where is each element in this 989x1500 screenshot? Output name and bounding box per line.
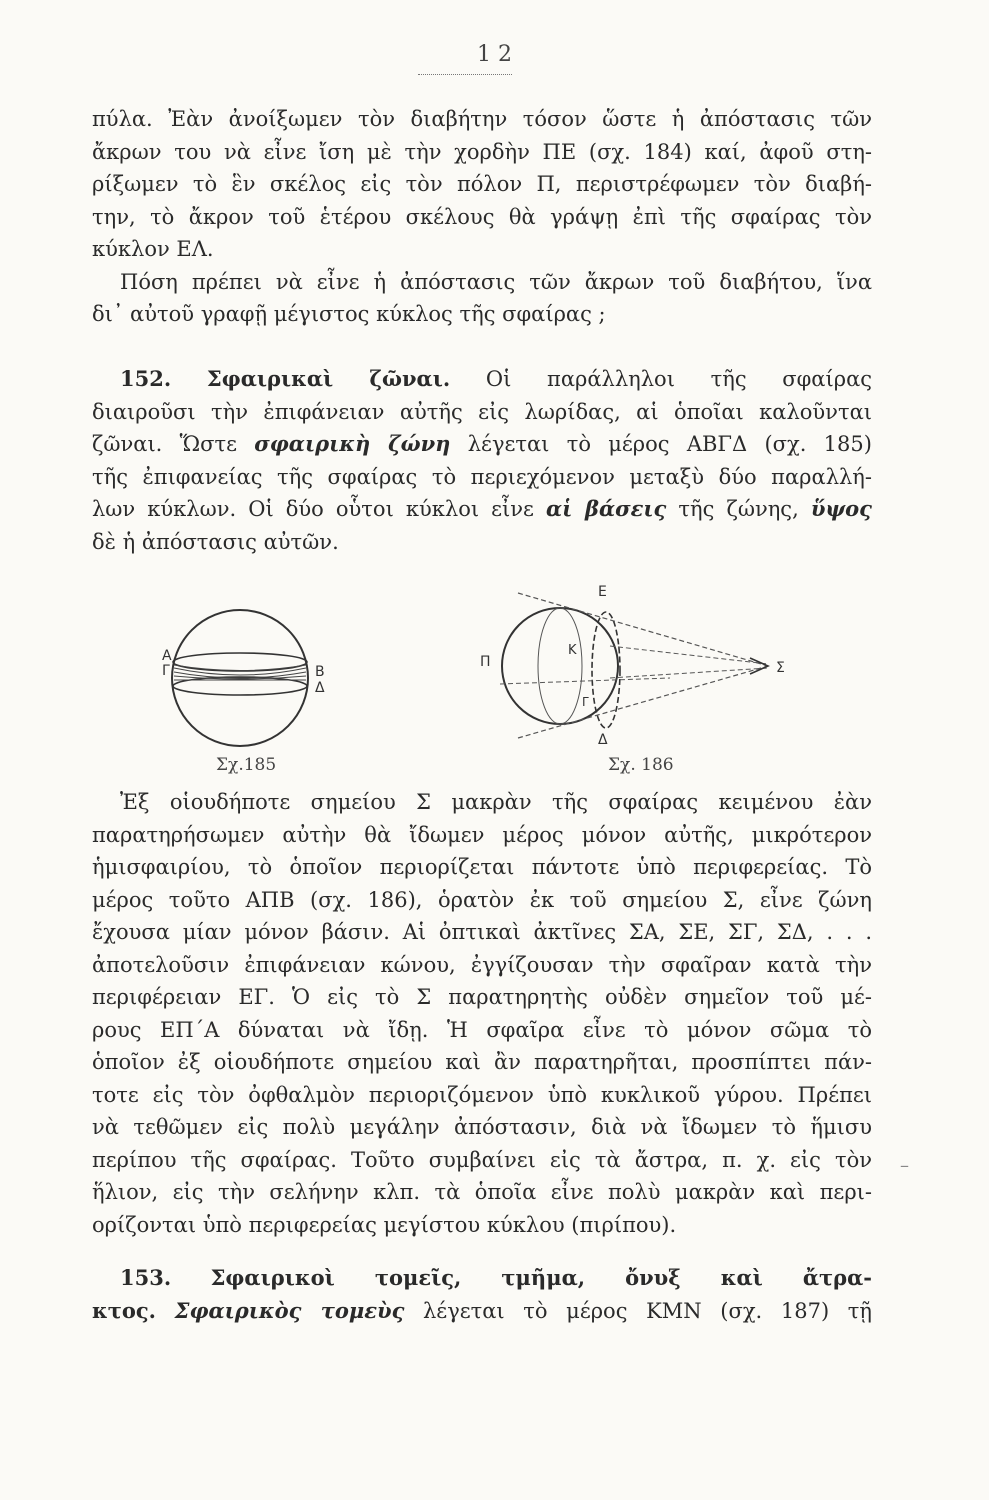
definition-term: σφαιρικὴ ζώνη [254, 431, 451, 456]
term-zones: ζῶναι. [92, 432, 163, 456]
text-line [92, 493, 872, 526]
label-K: Κ [568, 643, 577, 658]
section-heading: Σφαιρικαὶ ζῶναι. [206, 366, 451, 391]
label-G: Γ [582, 695, 589, 709]
text-line [92, 428, 872, 461]
paragraph-visible-part [92, 786, 872, 1241]
section-number: 153. [120, 1265, 172, 1290]
figure-186-visible-zone [470, 578, 810, 753]
text-line: δι᾽ αὐτοῦ γραφῇ μέγιστος κύκλος τῆς σφαίρας ; [92, 302, 606, 326]
definition-term: Σφαιρικὸς τομεὺς [174, 1297, 405, 1323]
text-line: τοτε εἰς τὸν ὀφθαλμὸν περιοριζόμενον ὑπὸ κυκλικοῦ γύρου. Πρέπει [92, 1082, 872, 1107]
section-153 [92, 1262, 872, 1327]
text-span: Ὥστε [179, 432, 237, 456]
ray-upper [610, 646, 768, 664]
text-line: ρίξωμεν τὸ ἓν σκέλος εἰς τὸν πόλον Π, περιστρέφωμεν τὸν διαβή- [92, 172, 872, 196]
text-span: Οἱ παράλληλοι τῆς σφαίρας [485, 367, 873, 391]
definition-term: ὕψος [810, 496, 872, 521]
definition-term: αἱ βάσεις [546, 496, 667, 521]
section-heading: Σφαιρικοὶ τομεῖς, τμῆμα, ὄνυξ καὶ ἄτρα- [210, 1265, 872, 1290]
text-line: ἥλιον, εἰς τὴν σελήνην κλπ. τὰ ὁποῖα εἶνε πολὺ μακρὰν καὶ περι- [92, 1180, 872, 1204]
section-152-heading-line [92, 363, 872, 396]
label-D: Δ [598, 732, 608, 748]
text-line: ἔχουσα μίαν μόνον βάσιν. Αἱ ὀπτικαὶ ἀκτῖνες ΣΑ, ΣΕ, ΣΓ, ΣΔ, . . . [92, 920, 872, 944]
observer-point-S-icon [750, 658, 768, 674]
paragraph-compass [92, 103, 872, 331]
text-span: λέγεται τὸ μέρος ΑΒΓΔ (σχ. 185) [467, 432, 872, 456]
label-A: Α [162, 648, 172, 664]
section-heading-end: κτος. [92, 1297, 156, 1323]
section-152 [92, 363, 872, 558]
text-line: ἀποτελοῦσιν ἐπιφάνειαν κώνου, ἐγγίζουσαν τὴν σφαῖραν κατὰ τὴν [92, 952, 872, 977]
text-line: Ἐξ οἱουδήποτε σημείου Σ μακρὰν τῆς σφαίρας κειμένου ἐὰν [120, 790, 872, 814]
text-line: την, τὸ ἄκρον τοῦ ἑτέρου σκέλους θὰ γράψῃ ἐπὶ τῆς σφαίρας τὸν [92, 204, 872, 229]
text-line: νὰ τεθῶμεν εἰς πολὺ μεγάλην ἀπόστασιν, διὰ νὰ ἴδωμεν τὸ ἥμισυ [92, 1115, 872, 1139]
text-line: δὲ ἡ ἀπόστασις αὐτῶν. [92, 529, 339, 554]
ray-SE [518, 593, 768, 666]
page-number-rule [418, 74, 512, 75]
sphere-outline [502, 608, 618, 724]
text-line: περιφέρειαν ΕΓ. Ὁ εἰς τὸ Σ παρατηρητὴς οὐδὲν σημεῖον τοῦ μέ- [92, 985, 872, 1009]
text-line: παρατηρήσωμεν αὐτὴν θὰ ἴδωμεν μέρος μόνον αὐτῆς, μικρότερον [92, 822, 872, 847]
label-B: Β [315, 664, 325, 680]
text-line: ἄκρων του νὰ εἶνε ἴση μὲ τὴν χορδὴν ΠΕ (σχ. 184) καί, ἀφοῦ στη- [92, 139, 872, 164]
label-S: Σ [776, 660, 785, 676]
text-line: ἡμισφαιρίου, τὸ ὁποῖον περιορίζεται πάντοτε ὑπὸ περιφερείας. Τὸ [92, 855, 872, 879]
text-line: περίπου τῆς σφαίρας. Τοῦτο συμβαίνει εἰς τὰ ἄστρα, π. χ. εἰς τὸν [92, 1147, 872, 1172]
label-E: Ε [598, 584, 607, 600]
text-line: Πόση πρέπει νὰ εἶνε ἡ ἀπόστασις τῶν ἄκρων τοῦ διαβήτου, ἵνα [120, 269, 872, 294]
section-number: 152. [120, 366, 172, 391]
label-G: Γ [162, 663, 170, 679]
zone-hatching [174, 665, 306, 680]
axis-line [500, 678, 670, 684]
zone-upper-base [173, 653, 307, 671]
page-number: 1 2 [477, 42, 512, 67]
text-line: τῆς ἐπιφανείας τῆς σφαίρας τὸ περιεχόμενον μεταξὺ δύο παραλλή- [92, 464, 872, 489]
label-P: Π [480, 654, 491, 670]
section-153-heading-line [92, 1262, 872, 1295]
text-span: λων κύκλων. Οἱ δύο οὗτοι κύκλοι εἶνε [92, 497, 534, 521]
text-line: κύκλον ΕΛ. [92, 237, 214, 261]
figure-185-caption: Σχ.185 [216, 755, 277, 775]
figure-186-caption: Σχ. 186 [608, 755, 674, 775]
text-line: μέρος τοῦτο ΑΠΒ (σχ. 186), ὁρατὸν ἐκ τοῦ σημείου Σ, εἶνε ζώνη [92, 887, 872, 912]
text-line [92, 1295, 872, 1328]
text-span: λέγεται τὸ μέρος ΚΜΝ (σχ. 187) τῇ [423, 1298, 872, 1323]
meridian [538, 608, 582, 724]
ray-SD [518, 666, 768, 738]
text-line: πύλα. Ἐὰν ἀνοίξωμεν τὸν διαβήτην τόσον ὥστε ἡ ἀπόστασις τῶν [92, 107, 872, 131]
text-line: διαιροῦσι τὴν ἐπιφάνειαν αὐτῆς εἰς λωρίδας, αἱ ὁποῖαι καλοῦνται [92, 399, 872, 424]
label-D: Δ [315, 680, 325, 696]
text-span: τῆς ζώνης, [678, 497, 799, 521]
text-line: ρους ΕΠ΄Α δύναται νὰ ἴδῃ. Ἡ σφαῖρα εἶνε τὸ μόνον σῶμα τὸ [92, 1017, 872, 1042]
text-line: ὁποῖον ἐξ οἱουδήποτε σημείου καὶ ἂν παρατηρῆται, προσπίπτει πάν- [92, 1050, 872, 1074]
text-line: ορίζονται ὑπὸ περιφερείας μεγίστου κύκλου (πιρίπου). [92, 1212, 677, 1237]
margin-dash: – [900, 1155, 909, 1176]
figure-185-sphere-zone [160, 592, 360, 772]
